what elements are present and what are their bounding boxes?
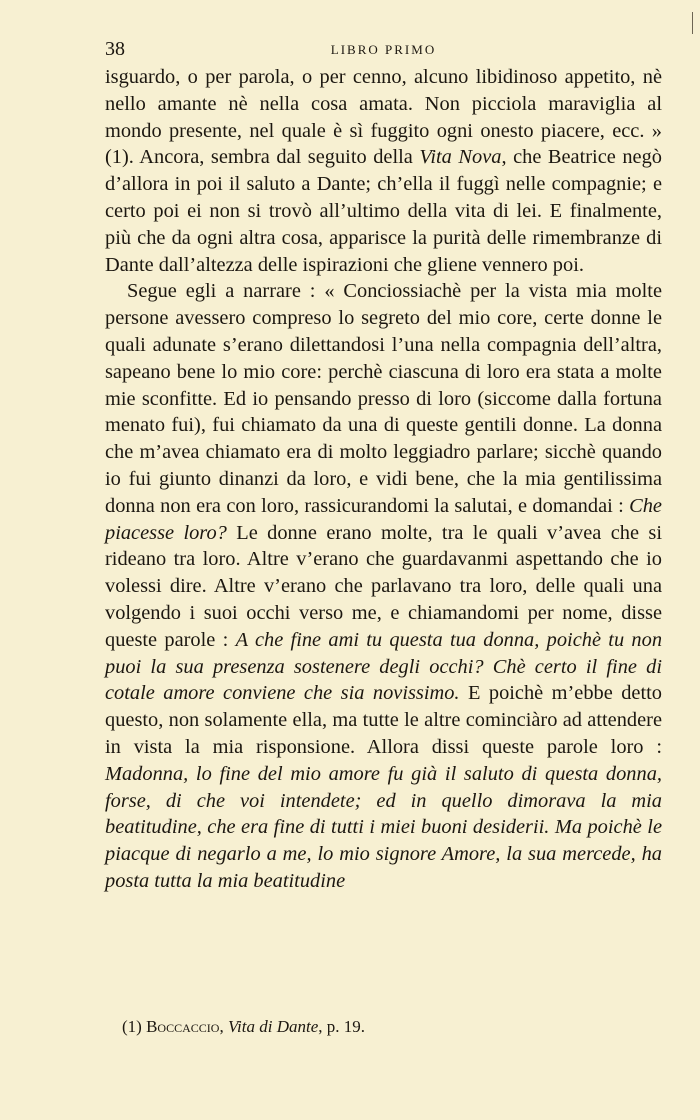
footnote-sep-2: , [318, 1017, 327, 1036]
text-run: isguardo, o per parola, o per cenno, alcuno libidinoso appetito, nè nello amante nè nella cosa amata. Non picciola maraviglia al mondo presente, nel quale è sì fuggito ogni onesto piacere, ecc. » (1). Ancora, sembra dal seguito della [105, 66, 662, 169]
text-run: E poichè m’ebbe detto questo, non solamente ella, ma tutte le altre cominciàro ad attendere in vista la mia risponsione. Allora dissi queste parole loro : [105, 682, 662, 758]
page-header [105, 38, 662, 64]
italic-text: Vita Nova [419, 146, 502, 169]
text-run: Segue egli a narrare : « Conciossiachè per la vista mia molte persone avessero compreso lo segreto del mio core, certe donne le quali adunate s’erano dilettandosi l’una nella compagnia dell’altra, sapeano bene lo mio core: perchè ciascuna di loro era stata a molte mie sconfitte. Ed io pensando presso di loro (siccome dalla fortuna menato fui), fui chiamato da una di queste gentili donne. La donna che m’avea chiamato era di molto leggiadro parlare; sicchè quando io fui giunto dinanzi da loro, e vidi bene, che la mia gentilissima donna non era con loro, rassicurandomi la salutai, e domandai : [105, 280, 662, 517]
book-page [105, 38, 662, 895]
footnote-marker: (1) [122, 1017, 142, 1036]
page-number: 38 [105, 38, 125, 60]
footnote-title: Vita di Dante [227, 1017, 319, 1036]
footnote [122, 1017, 365, 1037]
italic-text: Madonna, lo fine del mio amore fu già il saluto di questa donna, forse, di che voi intendete; ed in quello dimorava la mia beatitudine, che era fine di tutti i miei buoni desiderii. Ma poichè le piacque di negarlo a me, lo mio signore Amore, la sua mercede, ha posta tutta la mia beatitudine [105, 762, 662, 892]
body-text [105, 64, 662, 895]
text-run: , che Beatrice negò d’allora in poi il saluto a Dante; ch’ella il fuggì nelle compagnie; e certo poi ei non si trovò all’ultimo della vita di lei. E finalmente, più che da ogni altra cosa, apparisce la purità delle rimembranze di Dante dall’altezza delle ispirazioni che gliene vennero poi. [105, 146, 662, 276]
italic-text: Che piacesse loro? [105, 494, 662, 544]
paragraph [105, 278, 662, 894]
text-run: Le donne erano molte, tra le quali v’avea che si rideano tra loro. Altre v’erano che guardavanmi aspettando che io volessi dire. Altre v’erano che parlavano tra loro, delle quali una volgendo i suoi occhi verso me, e chiamandomi per nome, disse queste parole : [105, 521, 662, 651]
paragraph [105, 64, 662, 278]
running-head: LIBRO PRIMO [330, 42, 437, 57]
footnote-author: Boccaccio [146, 1017, 220, 1036]
page-edge-mark [692, 12, 693, 34]
footnote-sep-1: , [219, 1017, 228, 1036]
footnote-page: p. 19. [326, 1017, 366, 1036]
italic-text: A che fine ami tu questa tua donna, poichè tu non puoi la sua presenza sostenere degli occhi? Chè certo il fine di cotale amore conviene che sia novissimo. [105, 628, 663, 705]
